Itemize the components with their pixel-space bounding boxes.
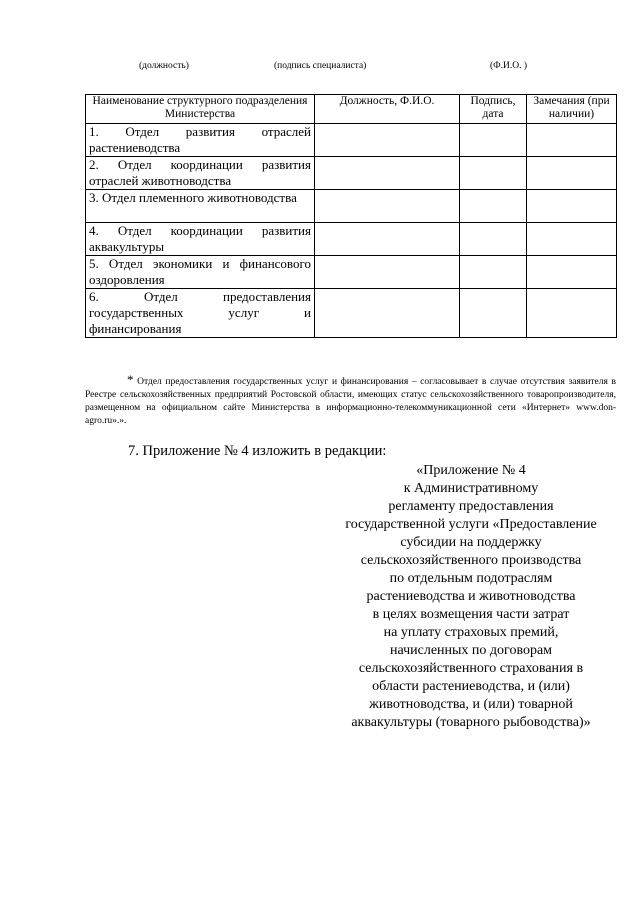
signature-cell [460, 190, 527, 223]
table-row [86, 256, 617, 289]
appendix-line: области растениеводства, и (или) [372, 679, 570, 694]
department-cell: 5. Отдел экономики и финансового оздоровления [86, 256, 315, 289]
header-department: Наименование структурного подразделения Министерства [86, 95, 315, 124]
appendix-line: «Приложение № 4 [416, 463, 526, 478]
appendix-line: сельскохозяйственного страхования в [358, 661, 584, 676]
remarks-cell [527, 289, 617, 338]
appendix-line: в целях возмещения части затрат [372, 607, 570, 622]
remarks-cell [527, 157, 617, 190]
position-cell [315, 223, 460, 256]
remarks-cell [527, 223, 617, 256]
appendix-line: на уплату страховых премий, [383, 625, 559, 640]
signature-cell [460, 223, 527, 256]
footnote [85, 373, 616, 428]
footnote-marker: * [127, 372, 134, 387]
appendix-line: растениеводства и животноводства [366, 589, 576, 604]
footnote-text: Отдел предоставления государственных услуг и финансирования – согласовывает в случае отсутствия заявителя в Реестре сельскохозяйственных предприятий Ростовской области, имеющих статус сельскохозяйственного товаропроизводителя, размещенном на официальном сайте Министерства в информационно-телекоммуникационной сети «Интернет» www.don-agro.ru».». [85, 377, 616, 426]
appendix-line: сельскохозяйственного производства [360, 553, 582, 568]
appendix-line: по отдельным подотраслям [389, 571, 553, 586]
table-header-row [86, 95, 617, 124]
department-cell: 1. Отдел развития отраслей растениеводства [86, 124, 315, 157]
remarks-cell [527, 190, 617, 223]
appendix-line: регламенту предоставления [388, 499, 554, 514]
position-cell [315, 256, 460, 289]
appendix-heading-block [326, 462, 616, 732]
position-cell [315, 157, 460, 190]
remarks-cell [527, 256, 617, 289]
appendix-line: субсидии на поддержку [400, 535, 542, 550]
table-row [86, 223, 617, 256]
appendix-line: начисленных по договорам [389, 643, 553, 658]
department-cell: 6. Отдел предоставления государственных услуг и финансирования [86, 289, 315, 338]
header-signature-date: Подпись, дата [460, 95, 527, 124]
department-cell: 4. Отдел координации развития аквакультуры [86, 223, 315, 256]
item-7-heading: 7. Приложение № 4 изложить в редакции: [128, 443, 387, 459]
signature-caption: (подпись специалиста) [274, 61, 367, 71]
appendix-line: государственной услуги «Предоставление [345, 517, 597, 532]
table-row [86, 157, 617, 190]
position-cell [315, 190, 460, 223]
department-cell: 3. Отдел племенного животноводства [86, 190, 315, 223]
appendix-line: животноводства, и (или) товарной [369, 697, 573, 712]
signature-cell [460, 157, 527, 190]
header-position-name: Должность, Ф.И.О. [315, 95, 460, 124]
department-cell: 2. Отдел координации развития отраслей животноводства [86, 157, 315, 190]
name-caption: (Ф.И.О. ) [490, 61, 528, 71]
position-cell [315, 124, 460, 157]
signature-cell [460, 124, 527, 157]
signature-cell [460, 256, 527, 289]
approval-table [85, 94, 617, 338]
table-row [86, 289, 617, 338]
remarks-cell [527, 124, 617, 157]
position-cell [315, 289, 460, 338]
appendix-line: к Административному [403, 481, 539, 496]
appendix-line: аквакультуры (товарного рыбоводства)» [351, 715, 591, 730]
header-remarks: Замечания (при наличии) [527, 95, 617, 124]
position-caption: (должность) [139, 61, 189, 71]
table-row [86, 190, 617, 223]
table-row [86, 124, 617, 157]
signature-cell [460, 289, 527, 338]
